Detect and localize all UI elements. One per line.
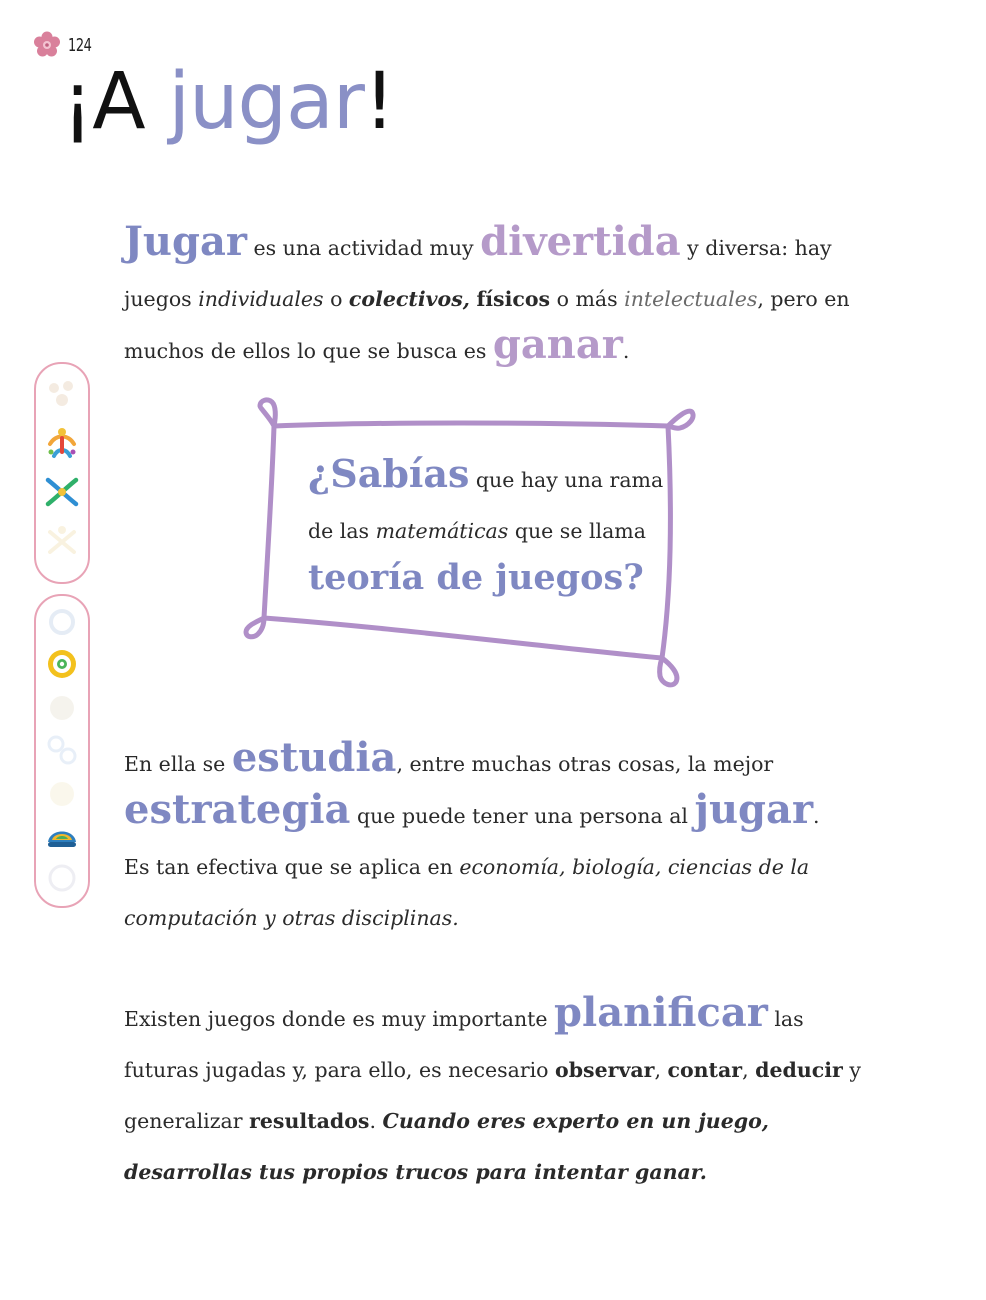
page-number: 124 [68,34,92,56]
title-end: ! [363,57,395,147]
keyword-estudia: estudia [231,734,397,781]
text-span: que se llama [508,519,646,543]
text-span: es una actividad muy [246,236,481,260]
planning-paragraph [124,989,884,1198]
dancing-figure-icon [42,424,82,464]
keyword-estrategia: estrategia [124,786,351,833]
text-span: que puede tener una persona al [350,804,695,828]
faded-swirl-icon [42,602,82,642]
faded-dot-icon [42,688,82,728]
keyword-divertida: divertida [480,218,681,265]
faded-figure-icon [42,522,82,562]
faded-ring-icon [42,858,82,898]
text-span: , [742,1058,756,1082]
text-italic: matemáticas [375,519,509,543]
turtle-shell-icon [42,816,82,856]
flower-icon [32,30,62,60]
text-bold: físicos [476,287,551,311]
faded-chain-icon [42,730,82,770]
text-span: o más [550,287,625,311]
text-span: o [323,287,349,311]
text-italic: individuales [198,287,324,311]
text-bold: resultados [249,1109,370,1133]
text-span: Es tan efectiva que se aplica en [124,855,460,879]
keyword-jugar: Jugar [124,218,247,265]
keyword-teoria-de-juegos: teoría de juegos? [308,557,644,598]
text-span: , [654,1058,668,1082]
text-span: que hay una rama de las [308,468,664,543]
text-span: . [369,1109,383,1133]
text-italic: economía, biología, ciencias de la computación y otras disciplinas. [124,855,810,930]
text-span: y diversa: hay juegos [124,236,832,311]
page-title [62,52,394,152]
text-bold-italic: Cuando eres experto en un juego, desarrollas tus propios trucos para intentar ganar. [124,1109,769,1184]
title-lead: ¡A [62,57,169,147]
text-bold: observar [555,1058,655,1082]
keyword-sabias: ¿Sabías [308,451,470,496]
text-italic: intelectuales [624,287,758,311]
strategy-paragraph [124,734,884,944]
text-span: , pero en muchos de ellos lo que se busca es [124,287,850,363]
text-bold: deducir [755,1058,843,1082]
target-ring-icon [42,644,82,684]
text-span: . [813,804,820,828]
callout-text [308,451,668,608]
title-accent: jugar [168,57,364,147]
faded-dots-icon [42,374,82,414]
keyword-jugar-2: jugar [694,786,814,833]
keyword-planificar: planificar [554,989,768,1036]
text-span: . [622,339,630,363]
text-bold-italic: colectivos, [348,287,470,311]
intro-paragraph [124,218,884,377]
text-span: Existen juegos donde es muy importante [124,1007,555,1031]
text-bold: contar [667,1058,743,1082]
text-span: las futuras jugadas y, para ello, es necesario [124,1007,804,1082]
keyword-ganar: ganar [492,321,623,368]
text-span: y generalizar [124,1058,861,1133]
crossed-figure-icon [42,472,82,512]
text-span: , entre muchas otras cosas, la mejor [396,752,774,776]
text-span: En ella se [124,752,232,776]
faded-circle-icon [42,774,82,814]
